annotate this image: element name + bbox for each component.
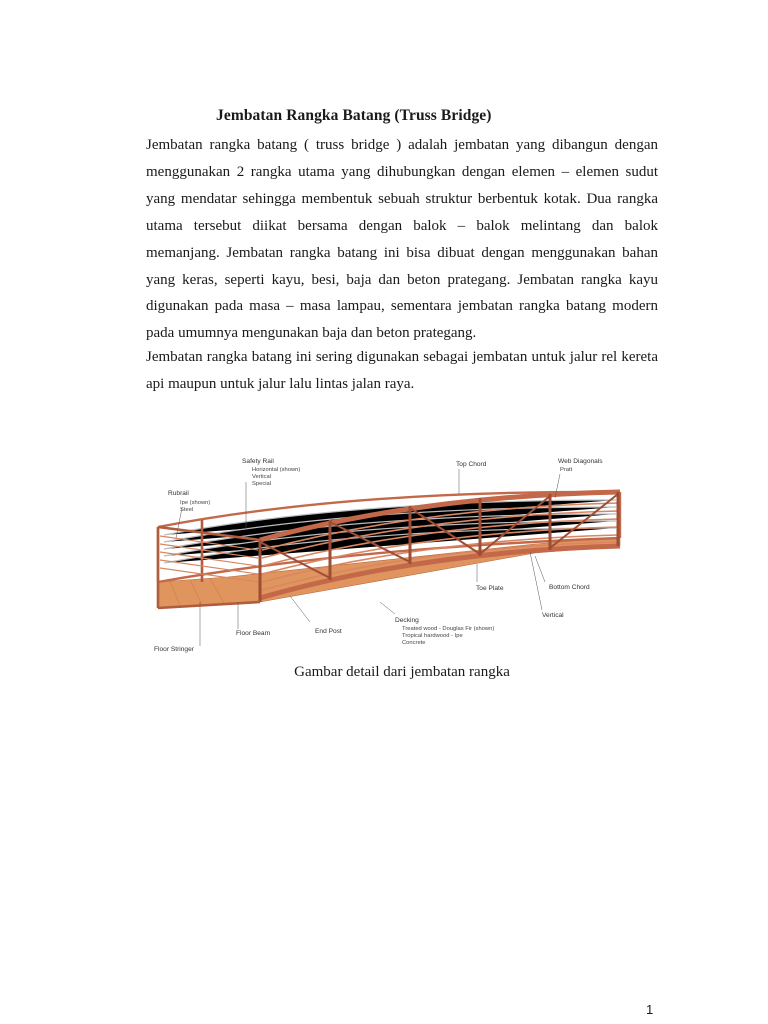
label-toe-plate: Toe Plate (476, 585, 504, 592)
label-decking-tropical-hardwood: Tropical hardwood - Ipe (402, 633, 463, 639)
label-safety-rail-horizontal: Horizontal (shown) (252, 467, 301, 473)
truss-bridge-figure (150, 452, 630, 662)
label-web-diagonals-pratt: Pratt (560, 467, 573, 473)
label-decking-treated-wood: Treated wood - Douglas Fir (shown) (402, 626, 495, 632)
label-web-diagonals: Web Diagonals (558, 458, 603, 465)
label-safety-rail: Safety Rail (242, 458, 274, 465)
label-end-post: End Post (315, 628, 342, 635)
label-safety-rail-special: Special (252, 481, 272, 487)
figure-caption: Gambar detail dari jembatan rangka (294, 664, 510, 680)
document-title: Jembatan Rangka Batang (Truss Bridge) (216, 107, 492, 124)
label-rubrail-steel: Steel (180, 507, 194, 513)
paragraph-1: Jembatan rangka batang ( truss bridge ) adalah jembatan yang dibangun dengan menggunakan 2 rangka utama yang dihubungkan dengan elemen – elemen sudut yang mendatar sehingga membentuk sebuah struktur berbentuk kotak. Dua rangka utama tersebut diikat bersama dengan balok – balok melintang dan balok memanjang. Jembatan rangka batang ini bisa dibuat dengan menggunakan bahan yang keras, seperti kayu, besi, baja dan beton prategang. Jembatan rangka kayu digunakan pada masa – masa lampau, sementara jembatan rangka batang modern pada umumnya mengunakan baja dan beton prategang. (146, 137, 658, 342)
label-top-chord: Top Chord (456, 461, 487, 468)
label-decking-concrete: Concrete (402, 640, 426, 646)
page-number: 1 (646, 1002, 654, 1017)
paragraph-2: Jembatan rangka batang ini sering digunakan sebagai jembatan untuk jalur rel kereta api maupun untuk jalur lalu lintas jalan raya. (146, 349, 658, 392)
label-floor-beam: Floor Beam (236, 630, 271, 637)
label-floor-stringer: Floor Stringer (154, 646, 194, 653)
label-bottom-chord: Bottom Chord (549, 584, 590, 591)
label-rubrail: Rubrail (168, 490, 189, 497)
label-rubrail-ipe: Ipe (shown) (180, 500, 211, 506)
truss-bridge-illustration (150, 452, 630, 662)
label-safety-rail-vertical: Vertical (252, 474, 272, 480)
label-vertical: Vertical (542, 612, 564, 619)
label-decking: Decking (395, 617, 419, 624)
